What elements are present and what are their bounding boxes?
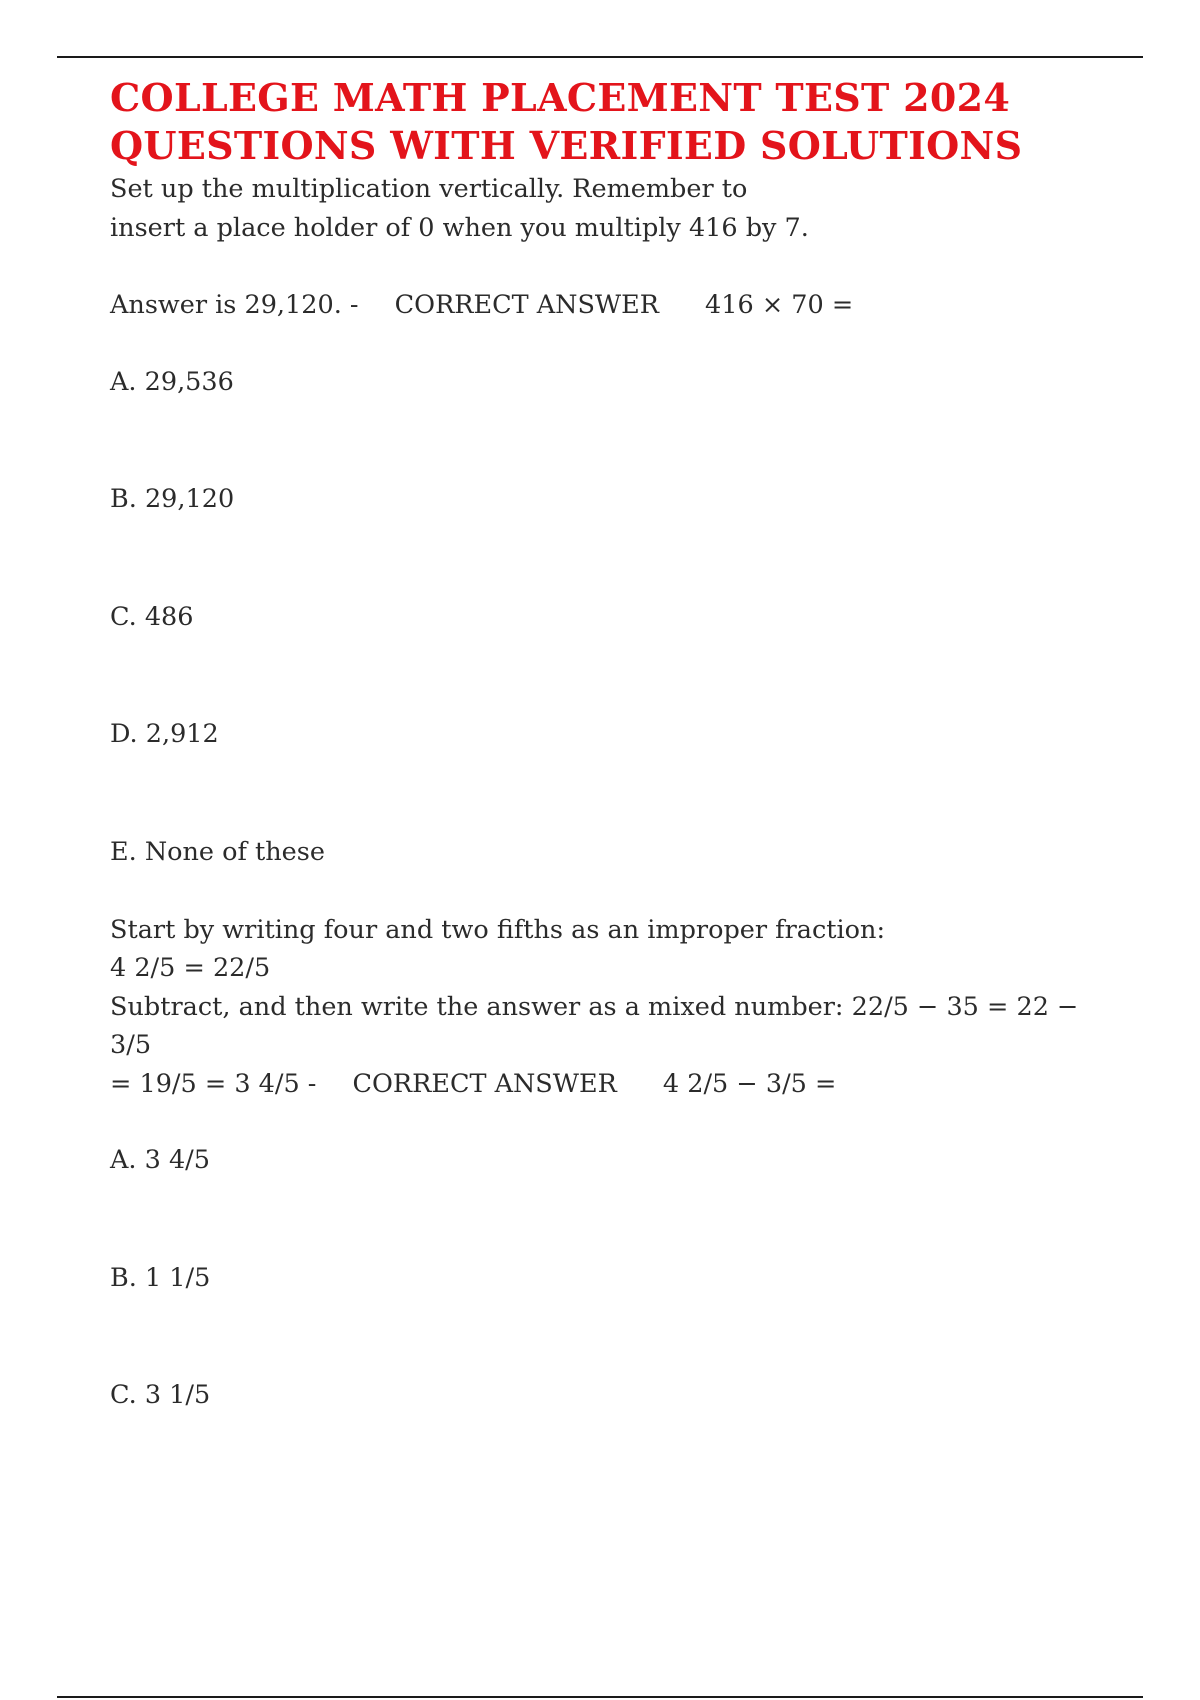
- bottom-rule: [57, 1696, 1143, 1698]
- answer-line: [110, 286, 1120, 325]
- option-c: C. 486: [110, 601, 194, 632]
- explanation-line: Start by writing four and two fifths as an improper fraction:: [110, 914, 886, 945]
- document-title: [110, 74, 1120, 170]
- answer-lead: = 19/5 = 3 4/5 -: [110, 1068, 317, 1099]
- option-a: A. 29,536: [110, 366, 234, 397]
- correct-answer-label: CORRECT ANSWER: [352, 1068, 617, 1099]
- question-2: [110, 911, 1120, 1494]
- option-d: D. 2,912: [110, 719, 219, 749]
- explanation-line: insert a place holder of 0 when you multiply 416 by 7.: [110, 212, 809, 243]
- title-line-2: QUESTIONS WITH VERIFIED SOLUTIONS: [110, 123, 1023, 168]
- answer-lead: Answer is 29,120. -: [110, 290, 359, 320]
- option-a: A. 3 4/5: [110, 1145, 210, 1175]
- answer-line: [110, 1065, 1120, 1104]
- explanation-line: Subtract, and then write the answer as a mixed number: 22/5 − 35 = 22 − 3/5: [110, 991, 1079, 1060]
- question-1: [110, 170, 1120, 911]
- question-text: 4 2/5 − 3/5 =: [662, 1068, 837, 1099]
- option-c: C. 3 1/5: [110, 1380, 211, 1410]
- option-b: B. 1 1/5: [110, 1262, 211, 1293]
- explanation-line: 4 2/5 = 22/5: [110, 953, 271, 983]
- option-e: E. None of these: [110, 836, 325, 867]
- option-b: B. 29,120: [110, 484, 235, 514]
- correct-answer-label: CORRECT ANSWER: [394, 290, 659, 320]
- top-rule: [57, 56, 1143, 58]
- title-line-1: COLLEGE MATH PLACEMENT TEST 2024: [110, 75, 1011, 120]
- document-content: [110, 74, 1120, 1494]
- question-text: 416 × 70 =: [705, 290, 854, 320]
- explanation-line: Set up the multiplication vertically. Remember to: [110, 174, 748, 204]
